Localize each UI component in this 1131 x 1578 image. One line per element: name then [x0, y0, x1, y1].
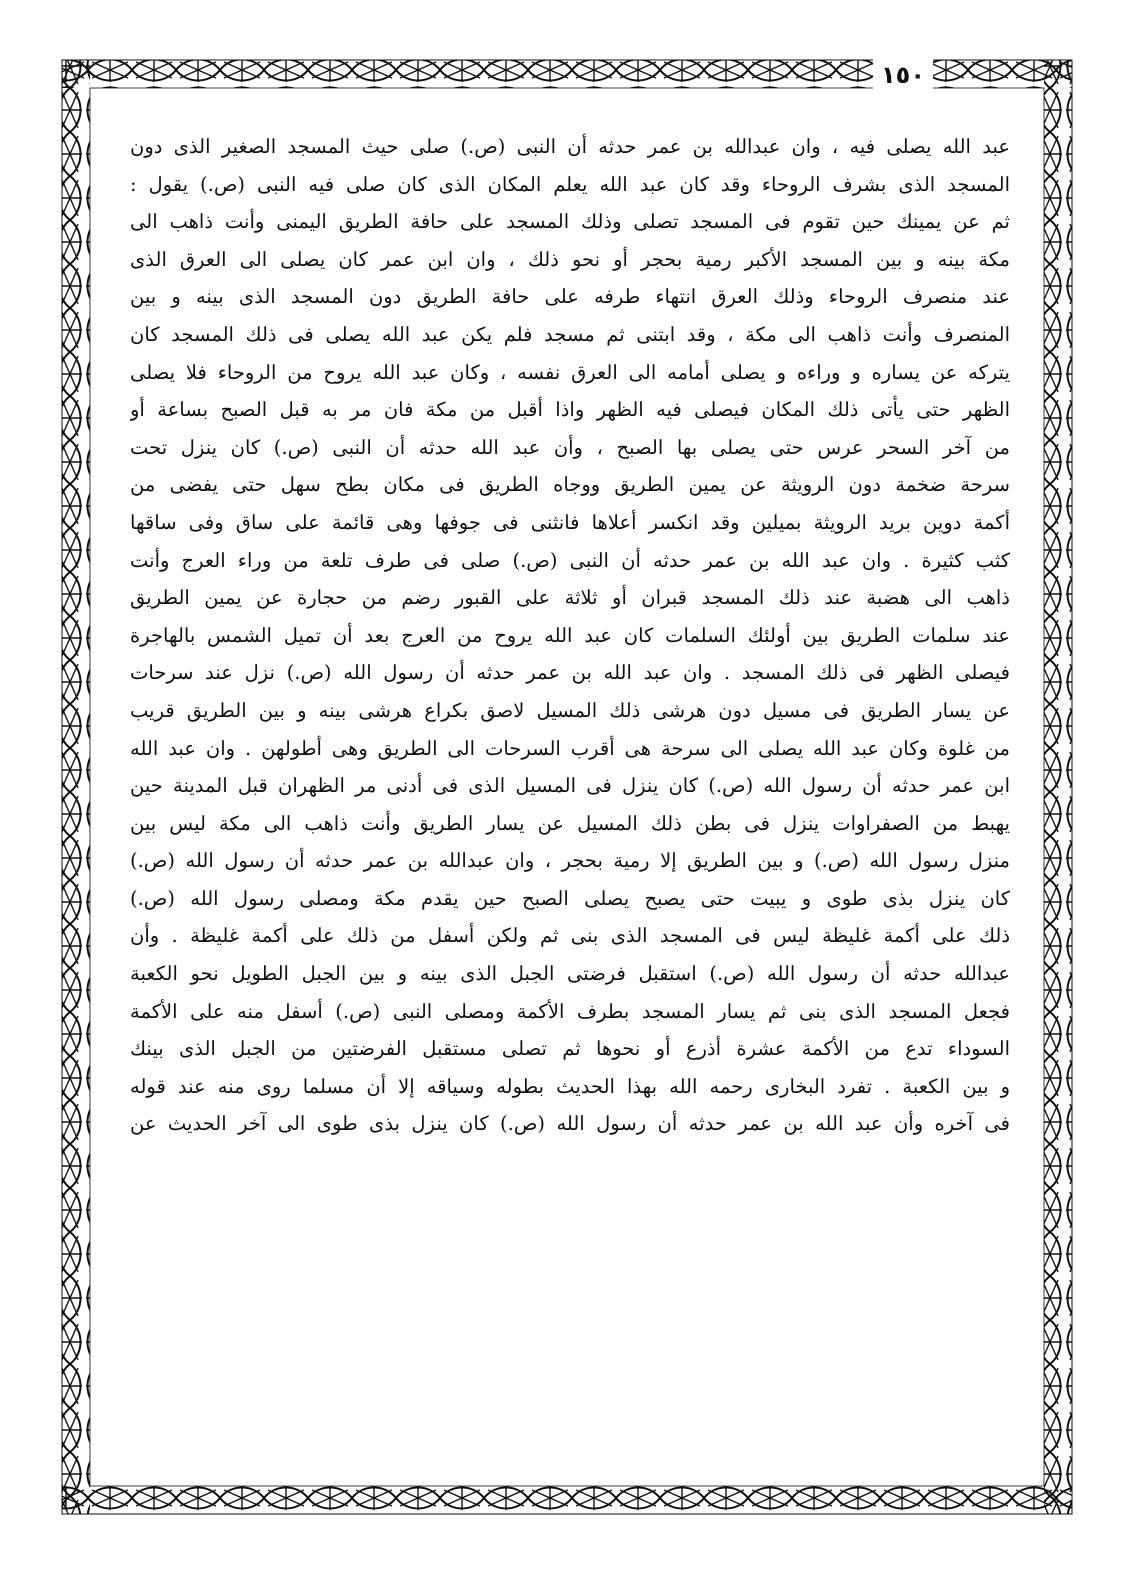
text-line: عن يسار الطريق فى مسيل دون هرشى ذلك المسيل لاصق بكراع هرشى بينه و بين الطريق قريب — [130, 698, 1010, 722]
text-line: ذلك على أكمة غليظة ليس فى المسجد الذى بنى ثم ولكن أسفل من ذلك على أكمة غليظة . وأن — [130, 924, 1010, 948]
text-line: ذاهب الى هضبة عند ذلك المسجد قبران أو ثلاثة على القبور رضم من حجارة عن يمين الطريق — [130, 586, 1010, 610]
text-line: عند سلمات الطريق بين أولئك السلمات كان عبد الله يروح من العرج بعد أن تميل الشمس بالهاجرة — [130, 623, 1010, 647]
text-line: كثب كثيرة . وان عبد الله بن عمر حدثه أن النبى (ص.) صلى فى طرف تلعة من وراء العرج وأنت — [130, 548, 1010, 572]
text-line: أكمة دوين بريد الرويثة بميلين وقد انكسر أعلاها فانثنى فى جوفها وهى قائمة على ساق وفى ساقها — [130, 510, 1010, 534]
text-line: عبدالله حدثه أن رسول الله (ص.) استقبل فرضتى الجبل الذى بينه و بين الجبل الطويل نحو الكعبة — [130, 962, 1010, 986]
text-line: المسجد الذى بشرف الروحاء وقد كان عبد الله يعلم المكان الذى كان صلى فيه النبى (ص.) يقول : — [130, 172, 1010, 196]
text-line: الظهر حتى يأتى ذلك المكان فيصلى فيه الظهر واذا أقبل من مكة فان مر به قبل الصبح بساعة أو — [130, 398, 1010, 422]
text-line: ابن عمر حدثه أن رسول الله (ص.) كان ينزل فى المسيل الذى فى أدنى مر الظهران قبل المدينة حين — [130, 774, 1010, 798]
text-line: ثم عن يمينك حين تقوم فى المسجد تصلى وذلك المسجد على حافة الطريق اليمنى وأنت ذاهب الى — [130, 210, 1010, 234]
text-line: و بين الكعبة . تفرد البخارى رحمه الله بهذا الحديث بطوله وسياقه إلا أن مسلما روى منه عند قوله — [130, 1074, 1010, 1098]
text-line: فى آخره وأن عبد الله بن عمر حدثه أن رسول الله (ص.) كان ينزل بذى طوى الى آخر الحديث عن — [130, 1112, 1010, 1136]
border-left — [62, 60, 90, 1514]
text-line: من آخر السحر عرس حتى يصلى بها الصبح ، وأن عبد الله حدثه أن النبى (ص.) كان ينزل تحت — [130, 435, 1010, 459]
text-line: السوداء تدع من الأكمة عشرة أذرع أو نحوها ثم تصلى مستقبل الفرضتين من الجبل الذى بينك — [130, 1037, 1010, 1061]
text-line: يهبط من الصفراوات ينزل فى بطن ذلك المسيل عن يسار الطريق وأنت ذاهب الى مكة ليس بين — [130, 811, 1010, 835]
text-line: فيصلى الظهر فى ذلك المسجد . وان عبد الله بن عمر حدثه أن رسول الله (ص.) نزل عند سرحات — [130, 661, 1010, 685]
text-line: المنصرف وأنت ذاهب الى مكة ، وقد ابتنى ثم مسجد فلم يكن عبد الله يصلى فى ذلك المسجد كان — [130, 322, 1010, 346]
text-line: منزل رسول الله (ص.) و بين الطريق إلا رمية بحجر ، وان عبدالله بن عمر حدثه أن رسول الله (ص.) — [130, 849, 1010, 873]
text-line: مكة بينه و بين المسجد الأكبر رمية بحجر أو نحو ذلك ، وان ابن عمر كان يصلى الى العرق الذى — [130, 247, 1010, 271]
page-number: ١٥٠ — [873, 58, 933, 92]
text-line: فجعل المسجد الذى بنى ثم يسار المسجد بطرف الأكمة ومصلى النبى (ص.) أسفل منه على الأكمة — [130, 999, 1010, 1023]
text-line: من غلوة وكان عبد الله يصلى الى سرحة هى أقرب السرحات الى الطريق وهى أطولهن . وان عبد الله — [130, 736, 1010, 760]
border-right — [1044, 60, 1072, 1514]
text-line: عند منصرف الروحاء وذلك العرق انتهاء طرفه على حافة الطريق دون المسجد الذى بينه و بين — [130, 285, 1010, 309]
text-line: سرحة ضخمة دون الرويثة عن يمين الطريق ووجاه الطريق فى مكان بطح سهل حتى يفضى من — [130, 473, 1010, 497]
border-bottom — [62, 1486, 1072, 1514]
text-line: كان ينزل بذى طوى و يبيت حتى يصبح يصلى الصبح حين يقدم مكة ومصلى رسول الله (ص.) — [130, 886, 1010, 910]
body-text — [130, 128, 1010, 1143]
text-line: يتركه عن يساره و وراءه و يصلى أمامه الى العرق نفسه ، وكان عبد الله يروح من الروحاء فلا يصلى — [130, 360, 1010, 384]
text-line: عبد الله يصلى فيه ، وان عبدالله بن عمر حدثه أن النبى (ص.) صلى حيث المسجد الصغير الذى دون — [130, 135, 1010, 158]
